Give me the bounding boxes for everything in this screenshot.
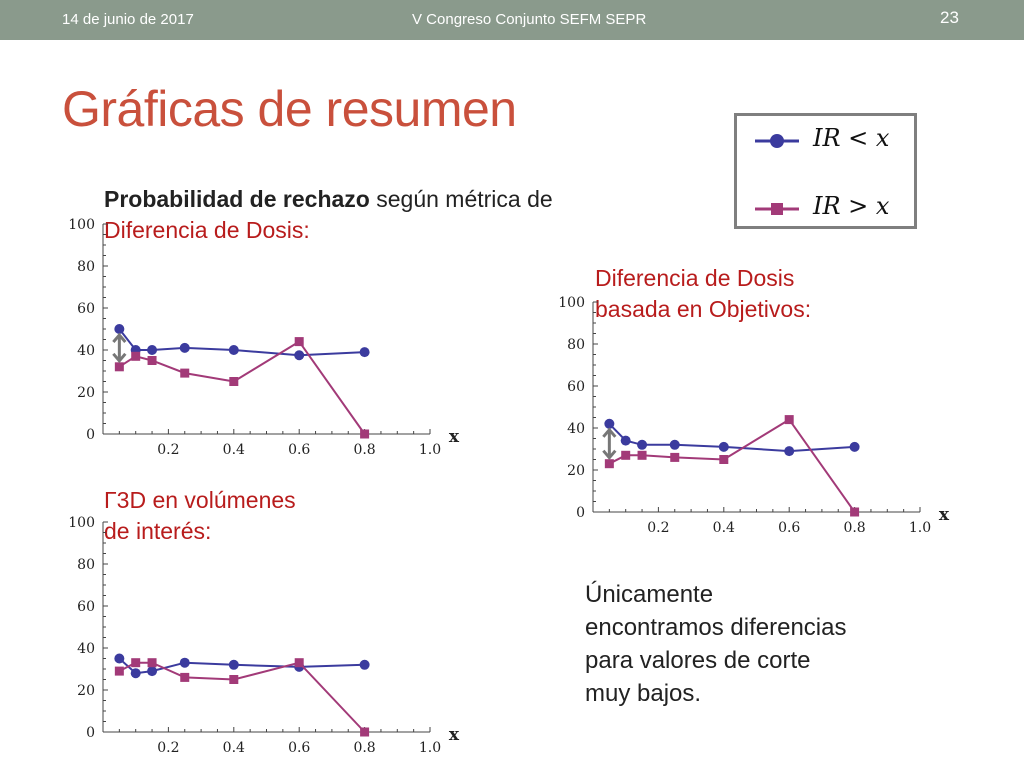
legend-marker-circle xyxy=(770,134,784,148)
legend-marker-square xyxy=(771,203,783,215)
series-line-1 xyxy=(119,342,364,434)
y-tick-label: 0 xyxy=(86,725,95,741)
intro-red: Diferencia de Dosis: xyxy=(104,217,310,243)
data-point-square xyxy=(148,356,157,365)
x-tick-label: 1.0 xyxy=(418,442,442,458)
y-tick-label: 60 xyxy=(567,379,585,395)
x-axis-label: x xyxy=(448,725,460,745)
data-point-circle xyxy=(114,324,124,334)
header-date: 14 de junio de 2017 xyxy=(62,11,194,28)
data-point-circle xyxy=(637,440,647,450)
data-point-circle xyxy=(621,436,631,446)
x-tick-label: 0.2 xyxy=(647,520,670,536)
slide-title: Gráficas de resumen xyxy=(62,81,517,137)
y-tick-label: 100 xyxy=(68,515,95,531)
chart-legend xyxy=(734,113,917,229)
y-tick-label: 40 xyxy=(77,343,95,359)
data-point-circle xyxy=(360,660,370,670)
data-point-square xyxy=(229,377,238,386)
data-point-circle xyxy=(719,442,729,452)
data-point-square xyxy=(785,415,794,424)
intro-bold: Probabilidad de rechazo xyxy=(104,186,370,212)
header-conference: V Congreso Conjunto SEFM SEPR xyxy=(412,11,647,28)
x-tick-label: 0.8 xyxy=(353,740,376,756)
data-point-square xyxy=(295,337,304,346)
conclusion-line3: para valores de corte xyxy=(585,647,811,674)
data-point-circle xyxy=(229,345,239,355)
data-point-square xyxy=(180,673,189,682)
y-tick-label: 40 xyxy=(567,421,585,437)
chart-svg-dosis-objetivos xyxy=(530,288,970,548)
data-point-square xyxy=(115,667,124,676)
x-tick-label: 0.8 xyxy=(843,520,866,536)
y-tick-label: 100 xyxy=(558,295,585,311)
data-point-circle xyxy=(360,347,370,357)
data-point-square xyxy=(360,430,369,439)
x-axis-label: x xyxy=(938,505,950,525)
conclusion-line1: Únicamente xyxy=(585,581,714,608)
series-line-1 xyxy=(609,420,854,512)
y-tick-label: 100 xyxy=(68,217,95,233)
data-point-circle xyxy=(180,658,190,668)
chart-dosis-objetivos xyxy=(530,288,970,553)
y-tick-label: 0 xyxy=(576,505,585,521)
data-point-circle xyxy=(784,446,794,456)
data-point-square xyxy=(638,451,647,460)
x-tick-label: 0.2 xyxy=(157,442,180,458)
data-point-circle xyxy=(604,419,614,429)
x-tick-label: 1.0 xyxy=(418,740,442,756)
chart-diferencia-dosis xyxy=(40,210,480,475)
y-tick-label: 60 xyxy=(77,301,95,317)
chart-gamma-3d xyxy=(40,508,480,773)
data-point-square xyxy=(131,352,140,361)
data-point-square xyxy=(850,508,859,517)
y-tick-label: 80 xyxy=(567,337,585,353)
gamma-line2: de interés: xyxy=(104,518,212,544)
x-tick-label: 0.4 xyxy=(222,442,245,458)
y-tick-label: 20 xyxy=(567,463,585,479)
slide-number: 23 xyxy=(940,8,959,27)
data-point-circle xyxy=(147,345,157,355)
objetivos-line2: basada en Objetivos: xyxy=(595,296,812,322)
chart-svg-diferencia-dosis xyxy=(40,210,480,470)
x-tick-label: 1.0 xyxy=(908,520,932,536)
x-tick-label: 0.4 xyxy=(712,520,735,536)
data-point-square xyxy=(229,675,238,684)
objetivos-line1: Diferencia de Dosis xyxy=(595,265,795,291)
x-tick-label: 0.6 xyxy=(778,520,801,536)
data-point-circle xyxy=(114,654,124,664)
chart-svg-gamma-3d xyxy=(40,508,480,768)
x-tick-label: 0.6 xyxy=(288,740,311,756)
y-tick-label: 40 xyxy=(77,641,95,657)
intro-rest: según métrica de xyxy=(369,186,553,212)
conclusion-line2: encontramos diferencias xyxy=(585,614,847,641)
y-tick-label: 60 xyxy=(77,599,95,615)
data-point-circle xyxy=(670,440,680,450)
data-point-square xyxy=(670,453,679,462)
x-tick-label: 0.6 xyxy=(288,442,311,458)
data-point-circle xyxy=(850,442,860,452)
x-tick-label: 0.8 xyxy=(353,442,376,458)
slide-header xyxy=(0,0,1024,40)
data-point-circle xyxy=(294,350,304,360)
data-point-circle xyxy=(131,668,141,678)
x-axis-label: x xyxy=(448,427,460,447)
data-point-square xyxy=(115,362,124,371)
data-point-circle xyxy=(180,343,190,353)
data-point-square xyxy=(719,455,728,464)
y-tick-label: 20 xyxy=(77,683,95,699)
y-tick-label: 80 xyxy=(77,259,95,275)
legend-label-ir-greater: IR > x xyxy=(813,192,890,220)
y-tick-label: 0 xyxy=(86,427,95,443)
data-point-square xyxy=(131,658,140,667)
data-point-square xyxy=(605,459,614,468)
data-point-square xyxy=(621,451,630,460)
y-tick-label: 80 xyxy=(77,557,95,573)
legend-label-ir-less: IR < x xyxy=(813,124,890,152)
x-tick-label: 0.2 xyxy=(157,740,180,756)
gamma-line1: Γ3D en volúmenes xyxy=(104,487,296,513)
conclusion-line4: muy bajos. xyxy=(585,680,702,707)
data-point-square xyxy=(148,658,157,667)
y-tick-label: 20 xyxy=(77,385,95,401)
data-point-circle xyxy=(147,666,157,676)
x-tick-label: 0.4 xyxy=(222,740,245,756)
data-point-circle xyxy=(229,660,239,670)
data-point-square xyxy=(180,369,189,378)
data-point-square xyxy=(360,728,369,737)
conclusion-text xyxy=(585,578,846,710)
data-point-square xyxy=(295,658,304,667)
